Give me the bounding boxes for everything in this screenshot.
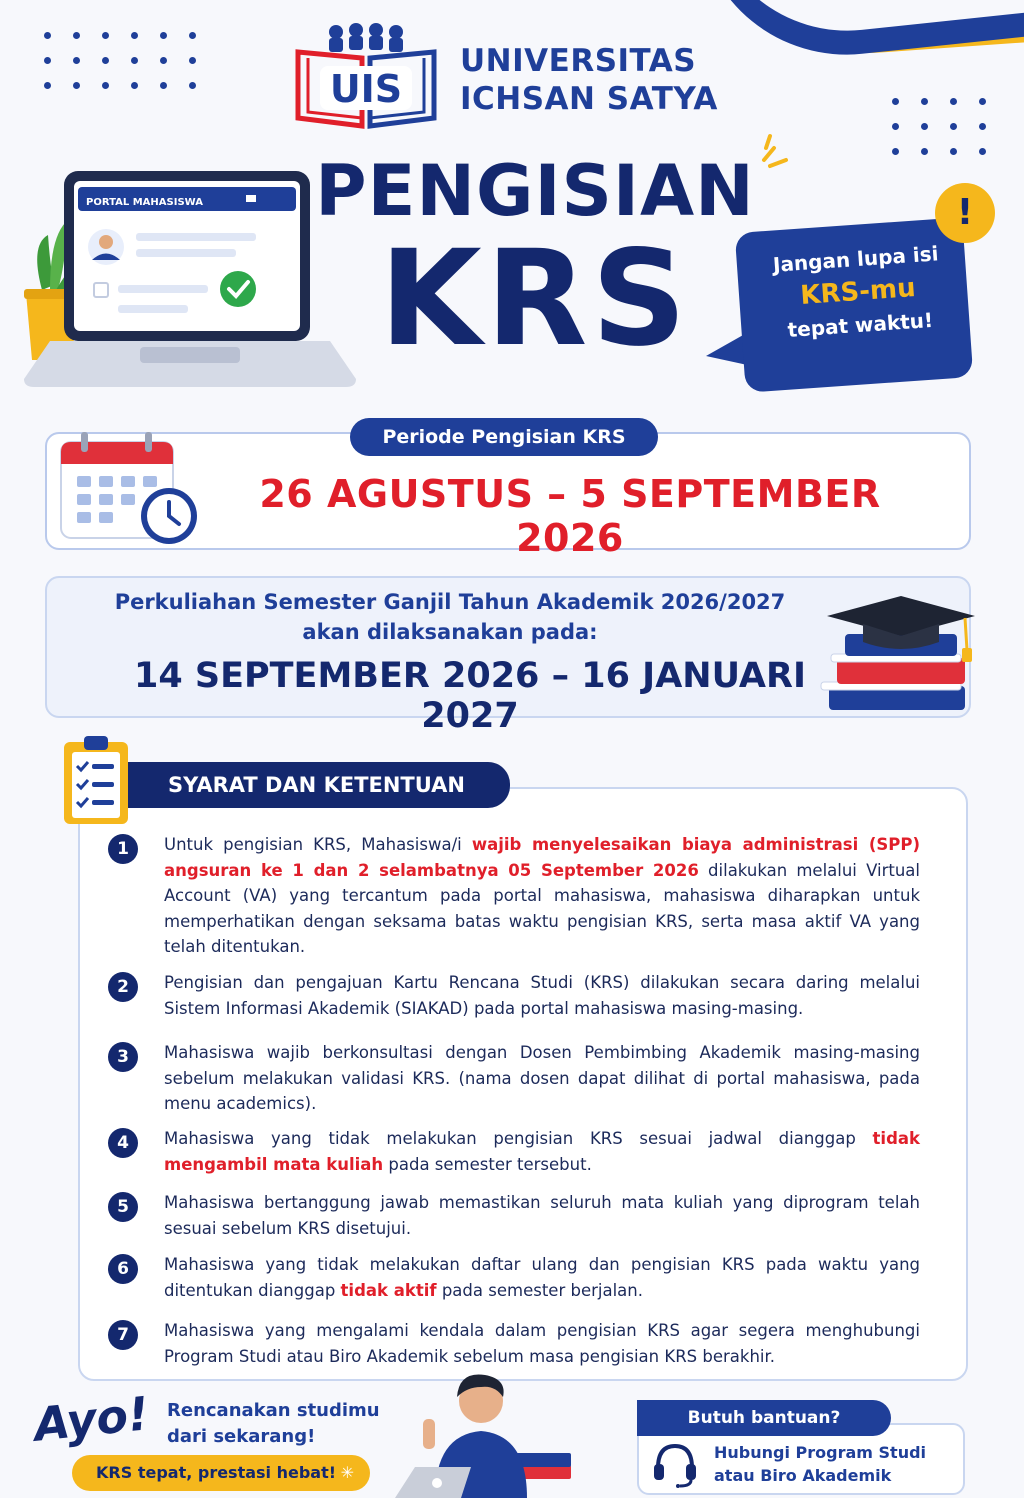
student-illustration [395, 1365, 575, 1498]
alert-icon: ! [935, 183, 995, 243]
ayo-heading: Ayo! [31, 1386, 152, 1452]
help-line1: Hubungi Program Studi [714, 1443, 927, 1462]
help-text [714, 1441, 926, 1487]
term-number: 5 [108, 1192, 138, 1222]
sparkle-icon [760, 130, 800, 174]
help-label: Butuh bantuan? [637, 1400, 891, 1436]
headset-icon [650, 1440, 700, 1488]
term-text: Mahasiswa yang tidak melakukan daftar ulang dan pengisian KRS pada waktu yang ditentukan dianggap tidak aktif pada semester berjalan. [164, 1255, 920, 1300]
period-date: 26 AGUSTUS – 5 SEPTEMBER 2026 [259, 472, 881, 560]
terms-heading: SYARAT DAN KETENTUAN [110, 762, 510, 808]
university-name-line1: UNIVERSITAS [460, 43, 697, 79]
page-title-line1: PENGISIAN [315, 150, 755, 232]
semester-line2: akan dilaksanakan pada: [302, 620, 598, 644]
term-text: Mahasiswa wajib berkonsultasi dengan Dosen Pembimbing Akademik masing-masing sebelum melakukan validasi KRS. (nama dosen dapat dilihat di portal mahasiswa, pada menu academics). [164, 1043, 920, 1113]
bubble-line1: Jangan lupa isi [772, 241, 940, 277]
slogan-pill [72, 1455, 370, 1491]
term-number: 4 [108, 1128, 138, 1158]
dot-pattern-right [892, 98, 986, 155]
university-logo [292, 22, 440, 130]
university-name [460, 42, 718, 118]
term-text: Untuk pengisian KRS, Mahasiswa/i wajib menyelesaikan biaya administrasi (SPP) angsuran ke 1 dan 2 selambatnya 05 September 2026 dilakukan melalui Virtual Account (VA) yang tercantum pada portal mahasiswa, mahasiswa diharapkan untuk memperhatikan dengan seksama batas waktu pengisian KRS, serta masa aktif VA yang telah ditentukan. [164, 835, 920, 956]
ayo-subtext [167, 1398, 380, 1450]
calendar-clock-icon [55, 428, 205, 550]
help-line2: atau Biro Akademik [714, 1466, 892, 1485]
term-text: Mahasiswa yang tidak melakukan pengisian KRS sesuai jadwal dianggap tidak mengambil mata kuliah pada semester tersebut. [164, 1129, 920, 1174]
term-number: 7 [108, 1320, 138, 1350]
term-highlight: tidak aktif [340, 1280, 437, 1300]
portal-label: PORTAL MAHASISWA [86, 197, 203, 208]
term-highlight: wajib menyelesaikan biaya administrasi (SPP) angsuran ke 1 dan 2 selambatnya 05 September 2026 [164, 835, 920, 880]
sparkle-icon: ✳ [340, 1463, 354, 1482]
bubble-highlight: KRS-mu [799, 273, 917, 311]
speech-bubble-text [745, 238, 971, 345]
ayo-line2: dari sekarang! [167, 1426, 316, 1447]
semester-date: 14 SEPTEMBER 2026 – 16 JANUARI 2027 [134, 656, 806, 736]
term-text: Pengisian dan pengajuan Kartu Rencana Studi (KRS) dilakukan secara daring melalui Sistem Informasi Akademik (SIAKAD) pada portal mahasiswa masing-masing. [164, 973, 920, 1018]
slogan-text: KRS tepat, prestasi hebat! [96, 1463, 337, 1482]
ayo-line1: Rencanakan studimu [167, 1400, 380, 1421]
period-label: Periode Pengisian KRS [350, 418, 658, 456]
university-name-line2: ICHSAN SATYA [460, 81, 718, 117]
books-graduation-cap-icon [815, 590, 985, 722]
clipboard-checklist-icon [60, 730, 140, 826]
term-text: Mahasiswa yang mengalami kendala dalam pengisian KRS agar segera menghubungi Program Studi atau Biro Akademik sebelum masa pengisian KRS berakhir. [164, 1321, 920, 1366]
check-icon [220, 271, 256, 307]
semester-line1: Perkuliahan Semester Ganjil Tahun Akademik 2026/2027 [114, 590, 786, 614]
term-number: 1 [108, 834, 138, 864]
term-number: 2 [108, 972, 138, 1002]
dot-pattern-left [44, 32, 196, 89]
term-number: 6 [108, 1254, 138, 1284]
bubble-line3: tepat waktu! [786, 307, 934, 342]
logo-text: UIS [329, 67, 403, 111]
term-highlight: tidak mengambil mata kuliah [164, 1129, 920, 1174]
term-number: 3 [108, 1042, 138, 1072]
page-title-line2: KRS [379, 222, 691, 376]
term-text: Mahasiswa bertanggung jawab memastikan seluruh mata kuliah yang diprogram telah sesuai sebelum KRS disetujui. [164, 1193, 920, 1238]
